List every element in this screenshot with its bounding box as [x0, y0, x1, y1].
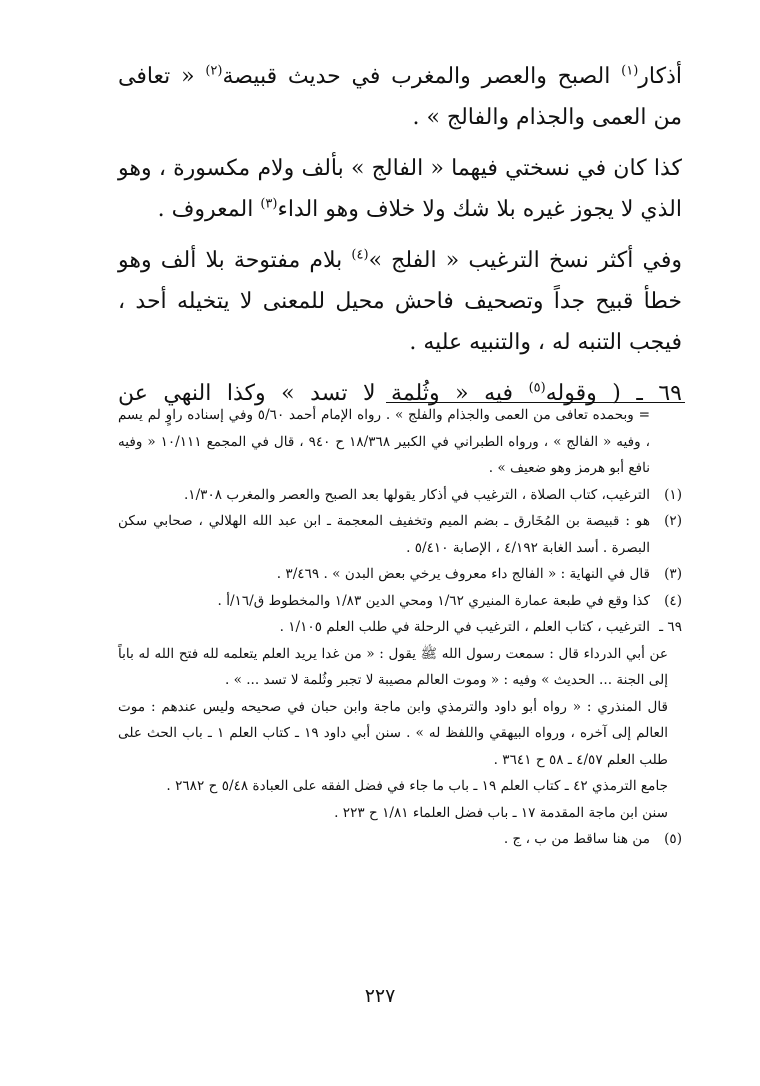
footnote-3 — [118, 561, 682, 588]
footnote-text: قال في النهاية : « الفالج داء معروف يرخي بعض البدن » . ٣/٤٦٩ . — [276, 566, 650, 582]
text: وفي أكثر نسخ الترغيب « الفلج » — [368, 248, 683, 273]
page-number: ٢٢٧ — [364, 985, 396, 1007]
text: « تعافى من العمى والجذام والفالج » . — [118, 64, 682, 130]
footnote-number: (١) — [664, 486, 682, 503]
footnote-ref-4: (٤) — [351, 247, 369, 263]
footnote-69 — [118, 614, 682, 641]
footnote-ref-5: (٥) — [528, 380, 546, 396]
footnote-continuation: = وبحمده تعافى من العمى والجذام والفلج » . رواه الإمام أحمد ٥/٦٠ وفي إسناده راوٍ لم يسم ، وفيه « الفالج » ، ورواه الطبراني في الكبير ١٨/٣٦٨ ح ٩٤٠ ، قال في المجمع ١٠/١١١ « وفيه نافع أبو هرمز وهو ضعيف » . — [118, 407, 651, 476]
text: ٦٩ ـ ( وقوله — [545, 381, 682, 406]
footnote-ref-2: (٢) — [205, 63, 223, 79]
footnote-text: كذا وقع في طبعة عمارة المنيري ١/٦٢ ومحي الدين ١/٨٣ والمخطوط ق/١٦/أ . — [217, 592, 650, 609]
text: كذا كان في نسختي فيهما « الفالج » بألف ولام مكسورة ، وهو الذي لا يجوز غيره بلا شك ولا خلاف وهو الداء — [118, 156, 682, 222]
text: أذكار — [638, 64, 682, 89]
text: الصبح والعصر والمغرب في حديث قبيصة — [222, 64, 622, 89]
footnote-69-para-2: قال المنذري : « رواه أبو داود والترمذي وابن ماجة وابن حبان في صحيحه وليس عندهم : موت العالم إلى آخره ، ورواه البيهقي واللفظ له » . سنن أبي داود ١٩ ـ كتاب العلم ١ ـ باب الحث على طلب العلم ٤/٥٧ ـ ٥٨ ح ٣٦٤١ . — [118, 698, 668, 768]
paragraph-1 — [118, 56, 682, 138]
footnote-number: (٢) — [664, 513, 682, 529]
footnote-ref-1: (١) — [621, 63, 639, 79]
footnote-text: هو : قبيصة بن المُخَارق ـ بضم الميم وتخفيف المعجمة ـ ابن عبد الله الهلالي ، صحابي سكن البصرة . أسد الغابة ٤/١٩٢ ، الإصابة ٥/٤١٠ . — [118, 513, 650, 556]
footnote-text: الترغيب، كتاب الصلاة ، الترغيب في أذكار يقولها بعد الصبح والعصر والمغرب ١/٣٠٨. — [183, 486, 650, 503]
footnote-number: ٦٩ ـ — [659, 619, 682, 635]
footnote-69-para-4: سنن ابن ماجة المقدمة ١٧ ـ باب فضل العلماء ١/٨١ ح ٢٢٣ . — [334, 804, 668, 821]
footnote-1 — [118, 482, 682, 509]
footnote-69-para-1: عن أبي الدرداء قال : سمعت رسول الله ﷺ يقول : « من غدا يريد العلم يتعلمه لله فتح الله له باباً إلى الجنة ... الحديث » وفيه : « وموت العالم مصيبة لا تجبر وثُلمة لا تسد ... » . — [118, 645, 668, 688]
footnote-4 — [118, 588, 682, 615]
footnote-2 — [118, 508, 682, 561]
text: فيه « وثُلمة لا تسد » وكذا النهي عن — [118, 381, 529, 406]
footnote-69-para-3: جامع الترمذي ٤٢ ـ كتاب العلم ١٩ ـ باب ما جاء في فضل الفقه على العبادة ٥/٤٨ ح ٢٦٨٢ . — [166, 778, 668, 794]
footnote-number: (٣) — [664, 566, 682, 582]
footnote-number: (٥) — [664, 831, 682, 847]
footnote-text: الترغيب ، كتاب العلم ، الترغيب في الرحلة في طلب العلم ١/١٠٥ . — [279, 619, 650, 635]
text: المعروف . — [157, 197, 261, 222]
footnote-ref-3: (٣) — [260, 196, 278, 212]
footnote-text: من هنا ساقط من ب ، ج . — [503, 831, 650, 847]
paragraph-2 — [118, 148, 682, 230]
text: بلام مفتوحة بلا ألف وهو خطأ قبيح جداً وتصحيف فاحش محيل للمعنى لا يتخيله أحد ، فيجب التنبه له ، والتنبيه عليه . — [118, 248, 682, 355]
paragraph-3 — [118, 240, 682, 363]
main-text — [118, 56, 682, 424]
footnotes — [118, 402, 682, 853]
footnote-number: (٤) — [664, 592, 682, 609]
footnote-5 — [118, 826, 682, 853]
